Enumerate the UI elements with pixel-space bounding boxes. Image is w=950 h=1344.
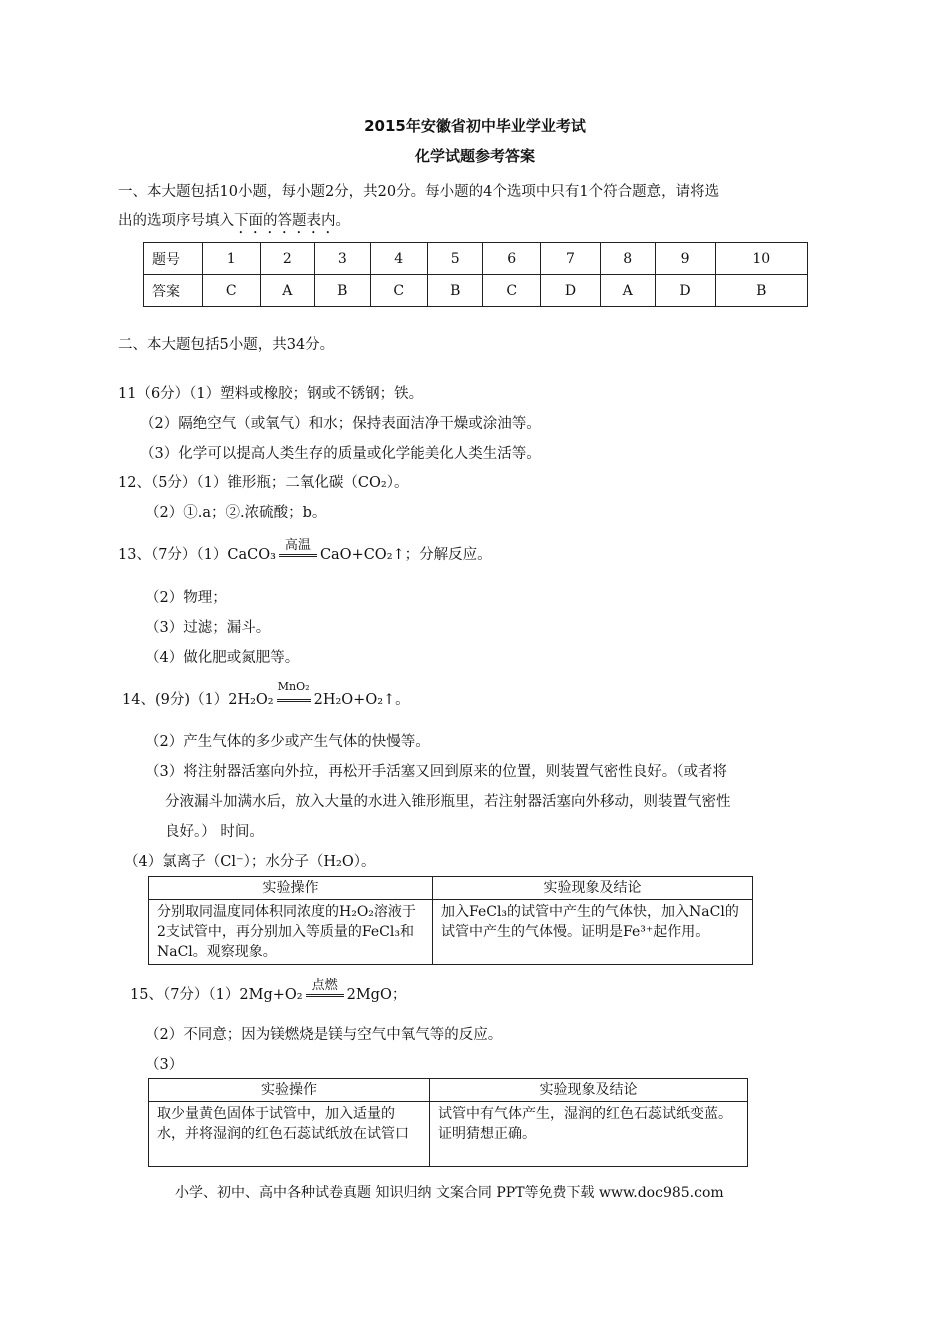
table-header: 实验操作 xyxy=(149,877,433,900)
q14-line1 xyxy=(122,680,410,709)
q13-line1 xyxy=(118,538,492,564)
section1-emphasis: 下面的答题表内 xyxy=(234,213,336,229)
q15-condition: 点燃 xyxy=(311,978,338,993)
q14-experiment-table xyxy=(148,876,753,965)
table-cell: D xyxy=(655,275,715,307)
q14-line2: （2）产生气体的多少或产生气体的快慢等。 xyxy=(145,734,430,750)
table-cell: 2 xyxy=(260,243,315,275)
q13-reactant: 13、（7分）（1）CaCO₃ xyxy=(118,547,276,563)
section1-instruction-line2 xyxy=(118,209,350,237)
table-row-numbers xyxy=(144,243,808,275)
table-row xyxy=(149,877,753,900)
table-row xyxy=(149,1079,748,1102)
answer-table xyxy=(143,242,808,307)
section2-heading: 二、本大题包括5小题，共34分。 xyxy=(118,337,335,353)
q15-product: 2MgO； xyxy=(346,987,407,1003)
q13-line3: （3）过滤；漏斗。 xyxy=(145,620,271,636)
q14-line3c: 良好。） 时间。 xyxy=(165,824,264,840)
table-cell: C xyxy=(483,275,541,307)
q13-equation-arrow xyxy=(279,538,317,563)
table-cell: 加入FeCl₃的试管中产生的气体快，加入NaCl的试管中产生的气体慢。证明是Fe³⁺起作用。 xyxy=(433,900,753,965)
q11-line1: 11（6分）（1）塑料或橡胶；钢或不锈钢；铁。 xyxy=(118,386,424,402)
q13-condition: 高温 xyxy=(284,538,311,553)
table-cell: 取少量黄色固体于试管中，加入适量的水，并将湿润的红色石蕊试纸放在试管口 xyxy=(149,1102,430,1167)
q14-condition: MnO₂ xyxy=(277,680,310,693)
table-cell: C xyxy=(370,275,428,307)
table-cell: B xyxy=(428,275,483,307)
q12-line1: 12、（5分）（1）锥形瓶；二氧化碳（CO₂）。 xyxy=(118,475,409,491)
table-cell: 6 xyxy=(483,243,541,275)
table-cell: B xyxy=(715,275,807,307)
row-label: 题号 xyxy=(144,243,203,275)
footer-text: 小学、初中、高中各种试卷真题 知识归纳 文案合同 PPT等免费下载 www.doc985.com xyxy=(175,1185,724,1201)
table-header: 实验现象及结论 xyxy=(430,1079,748,1102)
table-cell: 4 xyxy=(370,243,428,275)
q14-reactant: 14、(9分)（1）2H₂O₂ xyxy=(122,692,274,708)
table-cell: D xyxy=(540,275,600,307)
section1-line2-end: 。 xyxy=(335,213,350,229)
table-header: 实验现象及结论 xyxy=(433,877,753,900)
table-row xyxy=(149,900,753,965)
q14-product: 2H₂O+O₂↑。 xyxy=(313,692,410,708)
table-cell: 分别取同温度同体积同浓度的H₂O₂溶液于2支试管中，再分别加入等质量的FeCl₃和NaCl。观察现象。 xyxy=(149,900,433,965)
q15-line2: （2）不同意；因为镁燃烧是镁与空气中氧气等的反应。 xyxy=(145,1027,503,1043)
table-cell: 试管中有气体产生，湿润的红色石蕊试纸变蓝。证明猜想正确。 xyxy=(430,1102,748,1167)
q12-line2: （2）①.a；②.浓硫酸；b。 xyxy=(145,505,327,521)
page-title: 2015年安徽省初中毕业学业考试 xyxy=(364,117,586,135)
table-cell: A xyxy=(600,275,655,307)
section1-instruction-line1: 一、本大题包括10小题，每小题2分，共20分。每小题的4个选项中只有1个符合题意，请将选 xyxy=(118,184,720,200)
q14-line4: （4）氯离子（Cl⁻）；水分子（H₂O）。 xyxy=(124,854,376,870)
table-cell: 3 xyxy=(315,243,370,275)
q15-reactant: 15、（7分）（1）2Mg+O₂ xyxy=(130,987,303,1003)
table-cell: 10 xyxy=(715,243,807,275)
q15-equation-arrow xyxy=(306,978,344,1003)
q13-product: CaO+CO₂↑；分解反应。 xyxy=(319,547,492,563)
q13-line2: （2）物理； xyxy=(145,590,227,606)
q11-line3: （3）化学可以提高人类生存的质量或化学能美化人类生活等。 xyxy=(140,446,541,462)
q13-line4: （4）做化肥或氮肥等。 xyxy=(145,650,300,666)
table-row-answers xyxy=(144,275,808,307)
table-cell: B xyxy=(315,275,370,307)
q14-line3b: 分液漏斗加满水后，放入大量的水进入锥形瓶里，若注射器活塞向外移动，则装置气密性 xyxy=(165,794,731,810)
table-header: 实验操作 xyxy=(149,1079,430,1102)
q15-line3: （3） xyxy=(145,1057,184,1073)
table-cell: C xyxy=(203,275,261,307)
table-cell: 9 xyxy=(655,243,715,275)
section1-line2-start: 出的选项序号填入 xyxy=(118,213,234,229)
table-row xyxy=(149,1102,748,1167)
q14-line3a: （3）将注射器活塞向外拉，再松开手活塞又回到原来的位置，则装置气密性良好。（或者将 xyxy=(145,764,727,780)
q14-equation-arrow xyxy=(277,680,311,708)
q11-line2: （2）隔绝空气（或氧气）和水；保持表面洁净干燥或涂油等。 xyxy=(140,416,541,432)
table-cell: 5 xyxy=(428,243,483,275)
page-subtitle: 化学试题参考答案 xyxy=(414,147,535,165)
table-cell: 7 xyxy=(540,243,600,275)
table-cell: 8 xyxy=(600,243,655,275)
table-cell: A xyxy=(260,275,315,307)
q15-experiment-table xyxy=(148,1078,748,1167)
q15-line1 xyxy=(130,978,407,1004)
table-cell: 1 xyxy=(203,243,261,275)
row-label: 答案 xyxy=(144,275,203,307)
